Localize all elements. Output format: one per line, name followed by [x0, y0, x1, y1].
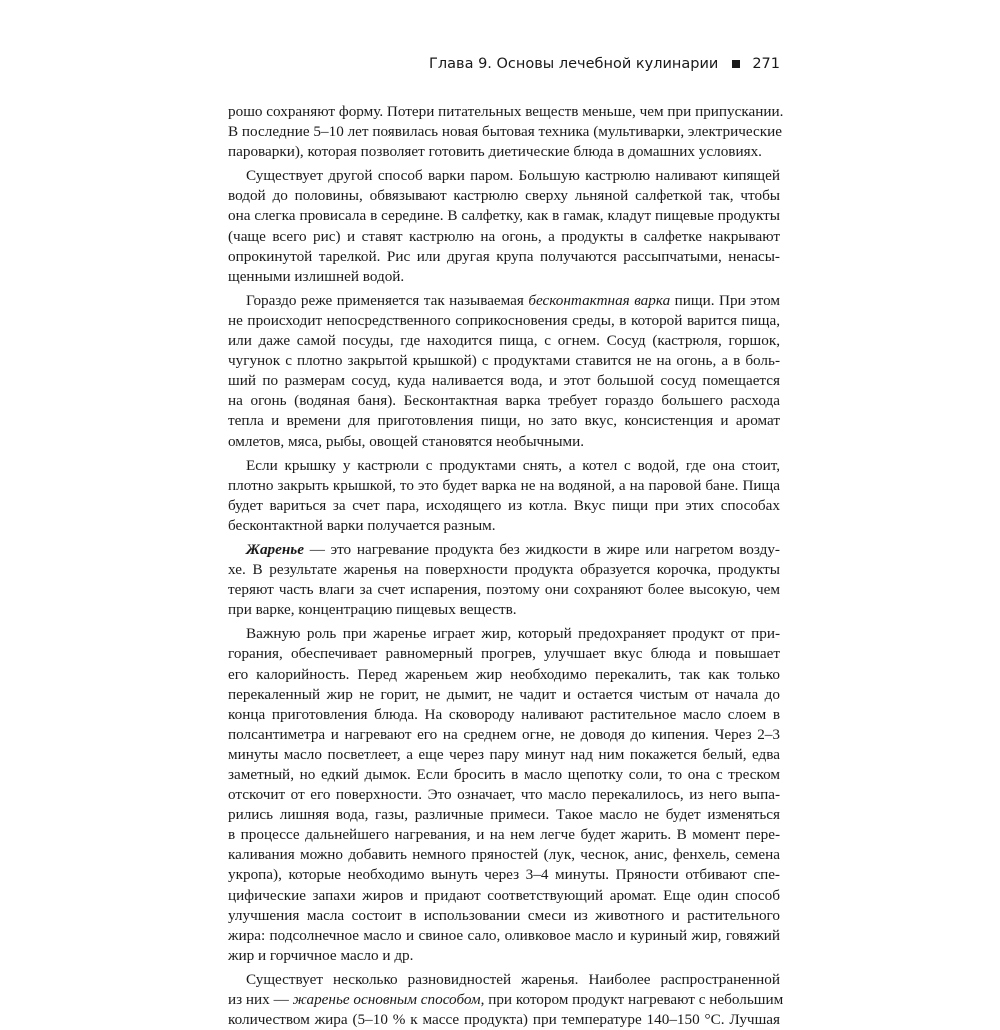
text-line: Существует несколько разновидностей жаренья. Наиболее распространенной: [246, 970, 780, 988]
text-line: омлетов, мяса, рыбы, овощей становятся необычными.: [228, 432, 585, 450]
chapter-title: Глава 9. Основы лечебной кулинарии: [429, 56, 719, 72]
text-line: В последние 5–10 лет появилась новая бытовая техника (мультиварки, электрические: [228, 123, 782, 141]
text-line: [228, 990, 784, 1010]
text-line: будет вариться за счет пара, исходящего из котла. Вкус пищи при этих способах: [228, 496, 780, 514]
text-line: при варке, концентрацию пищевых веществ.: [228, 601, 517, 619]
term-zharenye: Жаренье: [246, 540, 304, 558]
term-bescontact: бесконтактная варка: [528, 291, 671, 309]
text-line: ший по размерам сосуд, куда наливается вода, и этот большой сосуд помещается: [228, 372, 780, 390]
text-line: (чаще всего рис) и ставят кастрюлю на огонь, а продукты в салфетке накрывают: [228, 227, 780, 245]
text-line: укропа), которые необходимо вынуть через 3–4 минуты. Пряности отбивают спе-: [228, 866, 780, 884]
text-line: плотно закрыть крышкой, то это будет варка не на водяной, а на паровой бане. Пища: [228, 476, 780, 494]
text-line: отскочит от его поверхности. Это означает, что масло перекалилось, из него выпа-: [228, 786, 780, 804]
text-line: каливания можно добавить немного пряностей (лук, чеснок, анис, фенхель, семена: [228, 846, 780, 864]
text-line: в процессе дальнейшего нагревания, и на нем легче будет жарить. В момент пере-: [228, 826, 780, 844]
text-line: чугунок с плотно закрытой крышкой) с продуктами ставится не на огонь, а в боль-: [228, 352, 780, 370]
text-line: тепла и времени для приготовления пищи, но зато вкус, консистенция и аромат: [228, 412, 780, 430]
text-line: Важную роль при жаренье играет жир, который предохраняет продукт от при-: [246, 625, 780, 643]
text-line: щенными излишней водой.: [228, 267, 405, 285]
square-bullet-icon: [732, 60, 740, 68]
text-line: конца приготовления блюда. На сковороду наливают растительное масло слоем в: [228, 705, 780, 723]
text-line: [228, 291, 780, 311]
text-line: улучшения масла состоит в использовании смеси из животного и растительного: [228, 906, 780, 924]
term-main-frying: жаренье основным способом: [292, 991, 481, 1009]
text-fragment: из них —: [228, 991, 293, 1009]
text-line: бесконтактной варки получается разным.: [228, 516, 496, 534]
text-line: перекаленный жир не горит, не дымит, не чадит и остается чистым от начала до: [228, 685, 780, 703]
body-text: [228, 102, 784, 1030]
text-line: жира: подсолнечное масло и свиное сало, оливковое масло и куриный жир, говяжий: [228, 926, 780, 944]
text-line: Если крышку у кастрюли с продуктами снять, а котел с водой, где она стоит,: [246, 456, 780, 474]
text-fragment: пищи. При этом: [670, 291, 780, 309]
text-line: полсантиметра и нагревают его на среднем огне, не доводя до кипения. Через 2–3: [228, 725, 780, 743]
running-head: [228, 52, 780, 76]
text-fragment: — это нагревание продукта без жидкости в жире или нагретом возду-: [303, 540, 780, 558]
text-line: его калорийность. Перед жареньем жир необходимо перекалить, так как только: [228, 665, 780, 683]
text-line: цифические запахи жиров и придают соответствующий аромат. Еще один способ: [228, 886, 780, 904]
text-line: на огонь (водяная баня). Бесконтактная варка требует гораздо большего расхода: [228, 392, 780, 410]
text-line: она слегка провисала в середине. В салфетку, как в гамак, кладут пищевые продукты: [228, 207, 780, 225]
page-number: 271: [752, 56, 780, 72]
text-line: водой до половины, обвязывают кастрюлю сверху льняной салфеткой так, чтобы: [228, 187, 780, 205]
text-line: хе. В результате жаренья на поверхности продукта образуется корочка, продукты: [228, 561, 780, 579]
text-fragment: , при котором продукт нагревают с небольшим: [480, 991, 784, 1009]
text-line: рились лишняя вода, газы, различные примеси. Такое масло не будет изменяться: [228, 806, 780, 824]
text-line: не происходит непосредственного соприкосновения среды, в которой варится пища,: [228, 311, 780, 329]
text-line: или даже самой посуды, где находится пища, с огнем. Сосуд (кастрюля, горшок,: [228, 332, 780, 350]
text-line: горания, обеспечивает равномерный прогрев, улучшает вкус блюда и повышает: [228, 645, 780, 663]
text-fragment: Гораздо реже применяется так называемая: [246, 291, 529, 309]
text-line: заметный, но едкий дымок. Если бросить в масло щепотку соли, то она с треском: [228, 766, 780, 783]
text-line: [228, 540, 780, 560]
text-line: теряют часть влаги за счет испарения, поэтому они сохраняют более высокую, чем: [228, 581, 780, 599]
text-line: рошо сохраняют форму. Потери питательных веществ меньше, чем при припускании.: [228, 103, 784, 120]
text-line: опрокинутой тарелкой. Рис или другая крупа получаются рассыпчатыми, ненасы-: [228, 247, 780, 265]
text-line: Существует другой способ варки паром. Большую кастрюлю наливают кипящей: [246, 167, 780, 185]
text-line: количеством жира (5–10 % к массе продукта) при температуре 140–150 °C. Лучшая: [228, 1011, 780, 1029]
text-line: пароварки), которая позволяет готовить диетические блюда в домашних условиях.: [228, 143, 762, 161]
text-line: минуты масло посветлеет, а еще через пару минут над ним покажется белый, едва: [228, 745, 780, 763]
text-line: жир и горчичное масло и др.: [228, 946, 414, 964]
